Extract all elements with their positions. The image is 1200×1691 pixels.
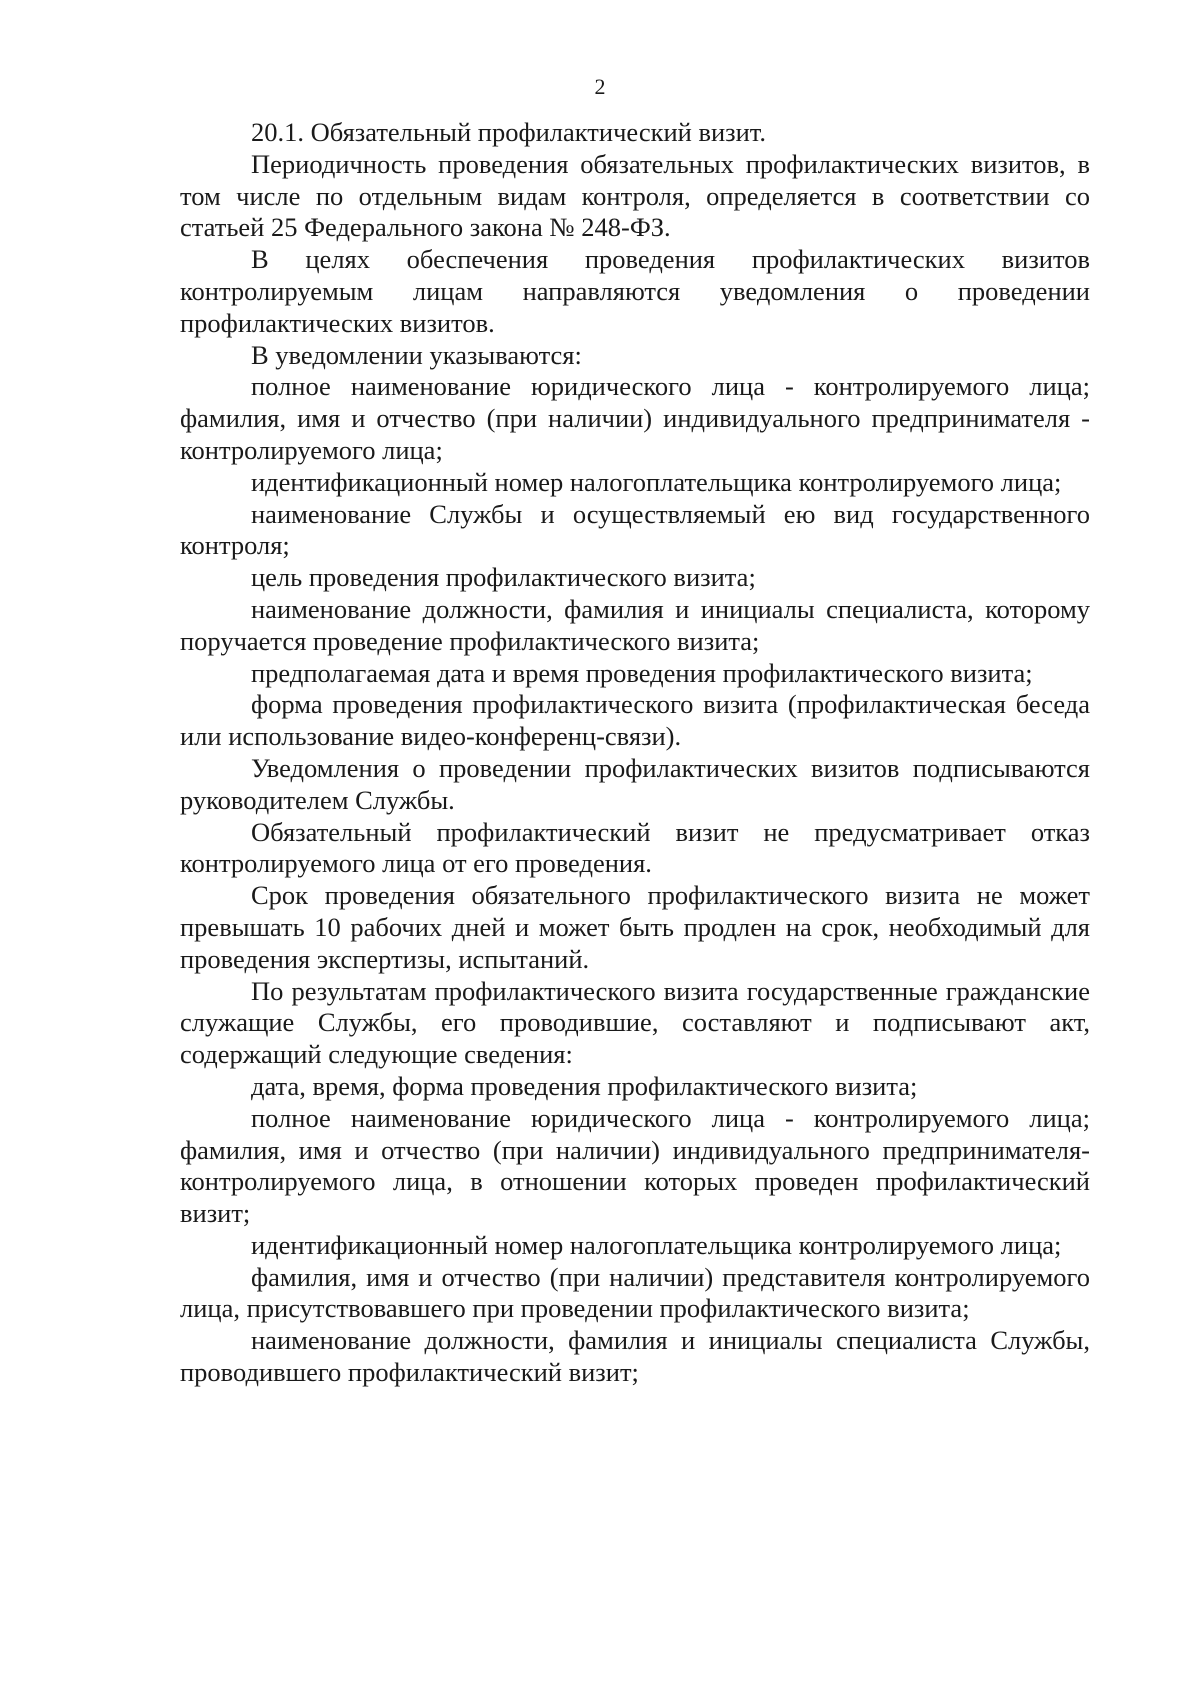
paragraph: В целях обеспечения проведения профилактических визитов контролируемым лицам направляются уведомления о проведении профилактических визитов. bbox=[180, 244, 1090, 338]
list-item: цель проведения профилактического визита; bbox=[251, 562, 756, 593]
list-item: идентификационный номер налогоплательщика контролируемого лица; bbox=[251, 1229, 1062, 1260]
list-item: форма проведения профилактического визита (профилактическая беседа или использование видео-конференц-связи). bbox=[180, 689, 1090, 752]
paragraph: В уведомлении указываются: bbox=[251, 339, 582, 370]
document-body bbox=[180, 117, 1090, 1389]
list-item: фамилия, имя и отчество (при наличии) представителя контролируемого лица, присутствовавшего при проведении профилактического визита; bbox=[180, 1261, 1090, 1324]
paragraph: Уведомления о проведении профилактических визитов подписываются руководителем Службы. bbox=[180, 752, 1090, 815]
list-item: наименование Службы и осуществляемый ею вид государственного контроля; bbox=[180, 498, 1090, 561]
list-item: наименование должности, фамилия и инициалы специалиста Службы, проводившего профилактический визит; bbox=[180, 1325, 1090, 1388]
list-item: полное наименование юридического лица - контролируемого лица; фамилия, имя и отчество (при наличии) индивидуального предпринимателя-контролируемого лица, в отношении которых проведен профилактический визит; bbox=[180, 1102, 1090, 1229]
list-item: дата, время, форма проведения профилактического визита; bbox=[251, 1070, 918, 1101]
section-heading: 20.1. Обязательный профилактический визит. bbox=[251, 117, 767, 147]
list-item: наименование должности, фамилия и инициалы специалиста, которому поручается проведение профилактического визита; bbox=[180, 593, 1090, 656]
page-number: 2 bbox=[594, 74, 606, 99]
list-item: полное наименование юридического лица - контролируемого лица; фамилия, имя и отчество (при наличии) индивидуального предпринимателя - контролируемого лица; bbox=[180, 371, 1090, 465]
paragraph: По результатам профилактического визита государственные гражданские служащие Службы, его проводившие, составляют и подписывают акт, содержащий следующие сведения: bbox=[180, 975, 1090, 1070]
list-item: предполагаемая дата и время проведения профилактического визита; bbox=[251, 657, 1033, 688]
paragraph: Периодичность проведения обязательных профилактических визитов, в том числе по отдельным видам контроля, определяется в соответствии со статьей 25 Федерального закона № 248-ФЗ. bbox=[180, 148, 1090, 243]
paragraph: Обязательный профилактический визит не предусматривает отказ контролируемого лица от его проведения. bbox=[180, 816, 1090, 879]
paragraph: Срок проведения обязательного профилактического визита не может превышать 10 рабочих дней и может быть продлен на срок, необходимый для проведения экспертизы, испытаний. bbox=[180, 880, 1090, 974]
list-item: идентификационный номер налогоплательщика контролируемого лица; bbox=[251, 466, 1062, 497]
